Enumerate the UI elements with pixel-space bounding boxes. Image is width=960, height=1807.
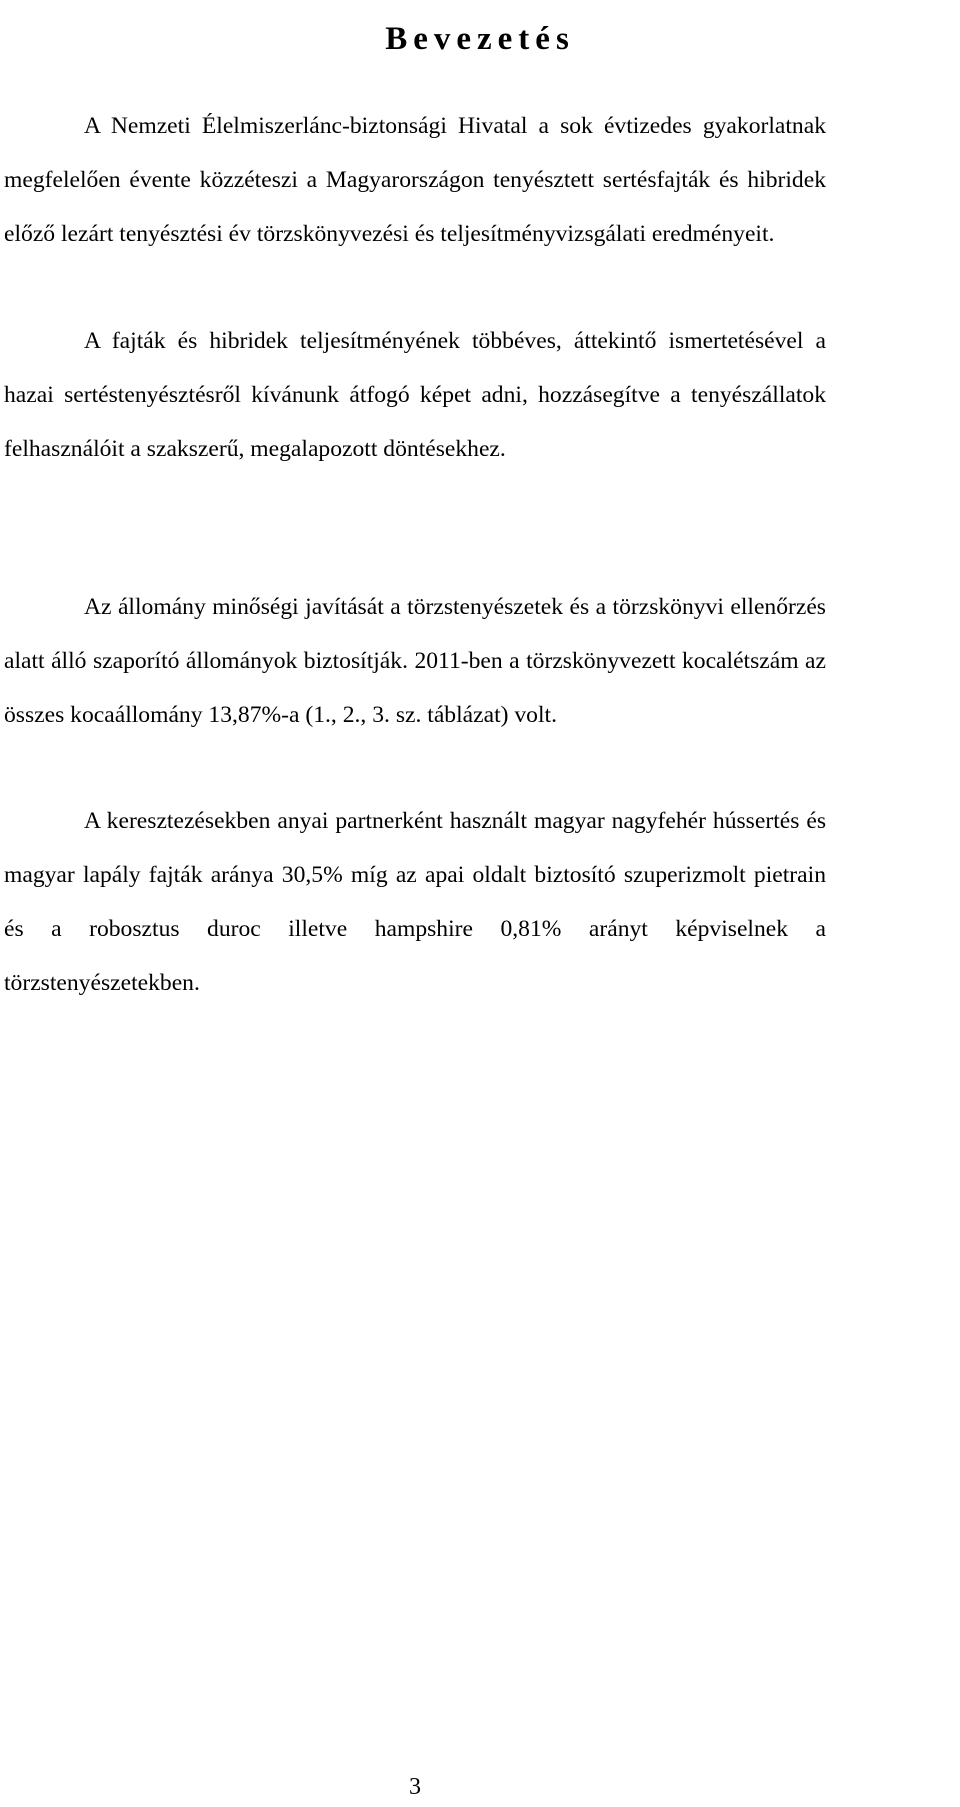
paragraph-intro: A Nemzeti Élelmiszerlánc-biztonsági Hivatal a sok évtizedes gyakorlatnak megfelelően évente közzéteszi a Magyarországon tenyésztett sertésfajták és hibridek előző lezárt tenyésztési év törzskönyvezési és teljesítményvizsgálati eredményeit. xyxy=(4,113,826,247)
page-number: 3 xyxy=(409,1774,421,1800)
paragraph-herd-quality: Az állomány minőségi javítását a törzstenyészetek és a törzskönyvi ellenőrzés alatt álló szaporító állományok biztosítják. 2011-ben a törzskönyvezett kocalétszám az összes kocaállomány 13,87%-a (1., 2., 3. sz. táblázat) volt. xyxy=(4,594,826,728)
page-title: Bevezetés xyxy=(385,21,575,58)
paragraph-overview: A fajták és hibridek teljesítményének többéves, áttekintő ismertetésével a hazai sertéstenyésztésről kívánunk átfogó képet adni, hozzásegítve a tenyészállatok felhasználóit a szakszerű, megalapozott döntésekhez. xyxy=(4,328,826,462)
paragraph-crossbreeding: A keresztezésekben anyai partnerként használt magyar nagyfehér hússertés és magyar lapály fajták aránya 30,5% míg az apai oldalt biztosító szuperizmolt pietrain és a robosztus duroc illetve hampshire 0,81% arányt képviselnek a törzstenyészetekben. xyxy=(4,808,826,996)
